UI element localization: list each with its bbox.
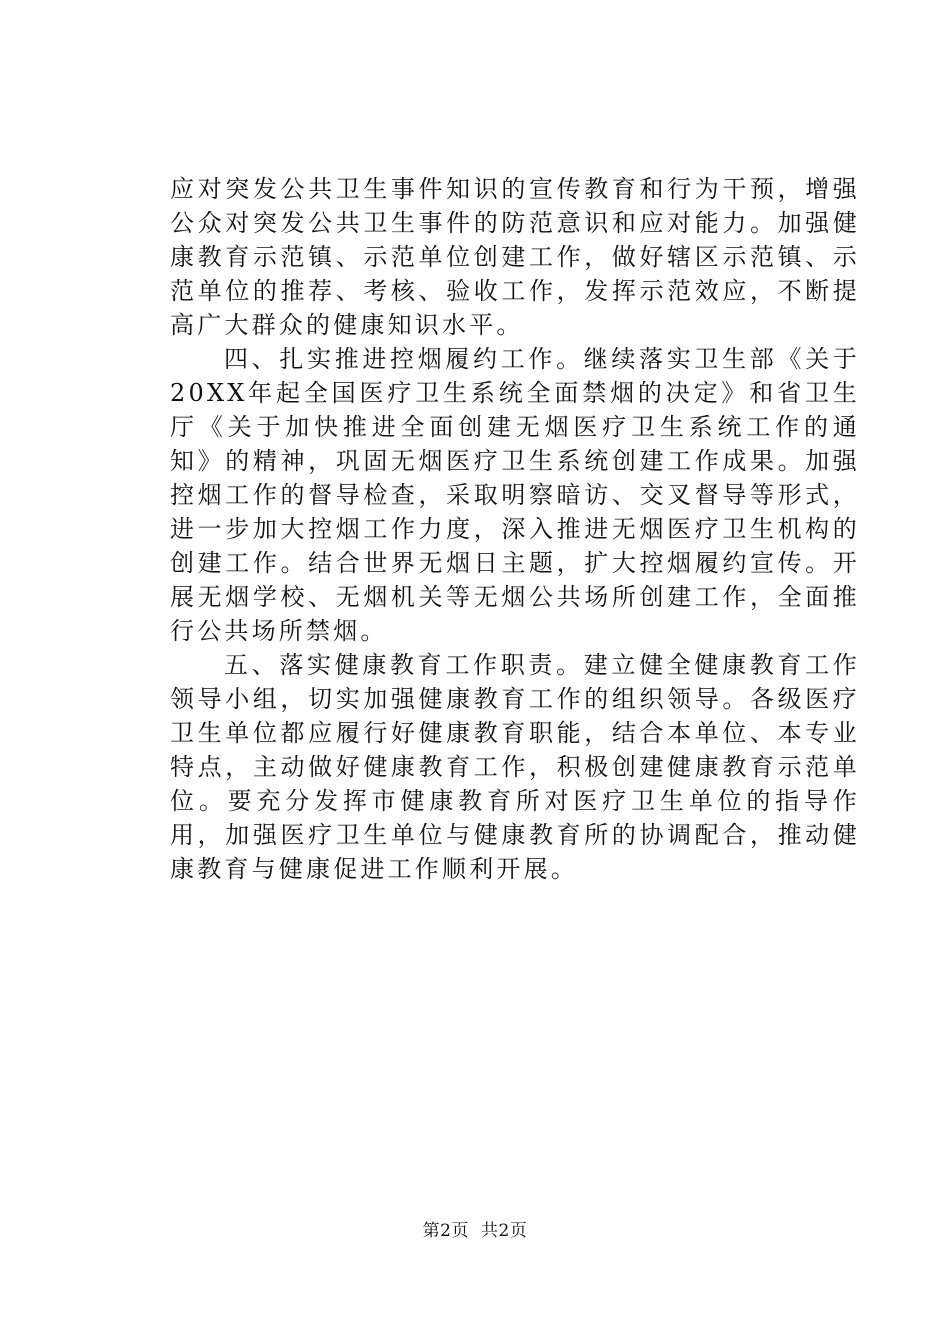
page-total: 共2页: [481, 1221, 528, 1241]
page-number: 第2页: [422, 1221, 469, 1241]
document-body: [170, 172, 860, 886]
paragraph-continuation: 应对突发公共卫生事件知识的宣传教育和行为干预，增强公众对突发公共卫生事件的防范意识和应对能力。加强健康教育示范镇、示范单位创建工作，做好辖区示范镇、示范单位的推荐、考核、验收工作，发挥示范效应，不断提高广大群众的健康知识水平。: [170, 175, 860, 339]
paragraph-section-five: 五、落实健康教育工作职责。建立健全健康教育工作领导小组，切实加强健康教育工作的组织领导。各级医疗卫生单位都应履行好健康教育职能，结合本单位、本专业特点，主动做好健康教育工作，积极创建健康教育示范单位。要充分发挥市健康教育所对医疗卫生单位的指导作用，加强医疗卫生单位与健康教育所的协调配合，推动健康教育与健康促进工作顺利开展。: [170, 651, 860, 883]
paragraph-section-four: 四、扎实推进控烟履约工作。继续落实卫生部《关于20XX年起全国医疗卫生系统全面禁烟的决定》和省卫生厅《关于加快推进全面创建无烟医疗卫生系统工作的通知》的精神，巩固无烟医疗卫生系统创建工作成果。加强控烟工作的督导检查，采取明察暗访、交叉督导等形式，进一步加大控烟工作力度，深入推进无烟医疗卫生机构的创建工作。结合世界无烟日主题，扩大控烟履约宣传。开展无烟学校、无烟机关等无烟公共场所创建工作，全面推行公共场所禁烟。: [170, 345, 860, 645]
page-footer: [0, 1216, 950, 1241]
